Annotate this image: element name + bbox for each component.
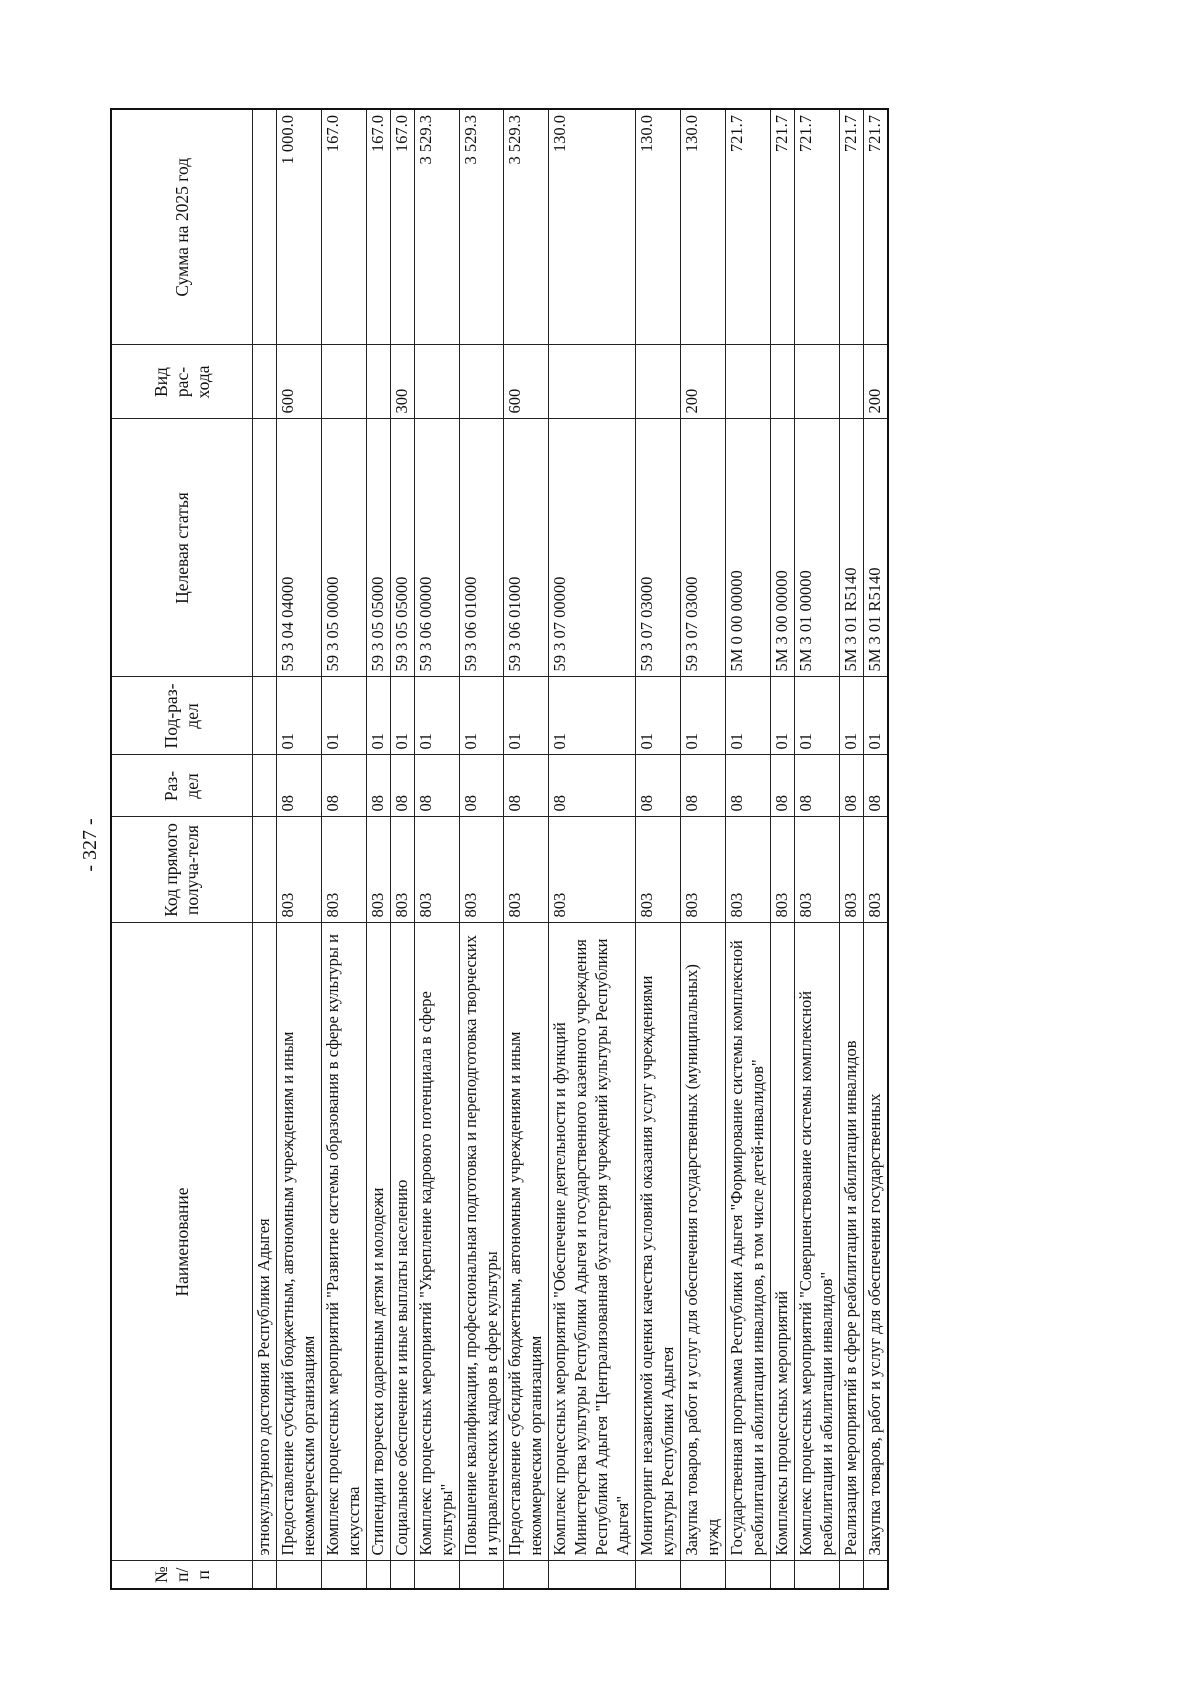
cell-no	[770, 1561, 794, 1589]
cell-podrazdel: 01	[321, 677, 366, 755]
cell-celevaya: 5М 3 00 00000	[770, 419, 794, 677]
table-row	[770, 109, 794, 1589]
cell-celevaya: 59 3 05 00000	[321, 419, 366, 677]
cell-vid	[636, 345, 681, 419]
cell-razdel: 08	[863, 755, 887, 817]
cell-code: 803	[794, 817, 839, 923]
cell-no	[794, 1561, 839, 1589]
cell-razdel: 08	[366, 755, 390, 817]
cell-razdel: 08	[549, 755, 636, 817]
cell-code: 803	[504, 817, 549, 923]
cell-razdel: 08	[636, 755, 681, 817]
cell-celevaya	[253, 419, 277, 677]
cell-sum: 3 529.3	[504, 109, 549, 345]
cell-razdel: 08	[839, 755, 863, 817]
header-code: Код прямого получа-теля	[111, 817, 253, 923]
cell-celevaya: 59 3 07 03000	[636, 419, 681, 677]
cell-podrazdel: 01	[770, 677, 794, 755]
cell-razdel: 08	[794, 755, 839, 817]
cell-celevaya: 5М 3 01 R5140	[863, 419, 887, 677]
cell-sum: 130.0	[636, 109, 681, 345]
page-number: - 327 -	[79, 818, 101, 872]
cell-razdel: 08	[726, 755, 771, 817]
cell-name: Повышение квалификации, профессиональная подготовка и переподготовка творческих и управленческих кадров в сфере культуры	[459, 923, 504, 1561]
cell-name: Государственная программа Республики Адыгея "Формирование системы комплексной реабилитации и абилитации инвалидов, в том числе детей-инвалидов"	[726, 923, 771, 1561]
cell-celevaya: 5М 3 01 R5140	[839, 419, 863, 677]
cell-vid: 600	[504, 345, 549, 419]
table-row	[276, 109, 321, 1589]
header-celevaya: Целевая статья	[111, 419, 253, 677]
cell-code: 803	[726, 817, 771, 923]
cell-celevaya: 59 3 06 01000	[504, 419, 549, 677]
cell-code: 803	[366, 817, 390, 923]
cell-name: Комплекс процессных мероприятий "Обеспечение деятельности и функций Министерства культуры Республики Адыгея и государственного казенного учреждения Республики Адыгея "Централизованная бухгалтерия учреждений культуры Республики Адыгея"	[549, 923, 636, 1561]
cell-celevaya: 59 3 07 00000	[549, 419, 636, 677]
table-body	[253, 109, 888, 1589]
cell-no	[253, 1561, 277, 1589]
cell-no	[636, 1561, 681, 1589]
cell-razdel: 08	[770, 755, 794, 817]
cell-sum: 721.7	[726, 109, 771, 345]
header-name: Наименование	[111, 923, 253, 1561]
cell-vid	[726, 345, 771, 419]
table-row	[321, 109, 366, 1589]
cell-podrazdel: 01	[390, 677, 414, 755]
header-podrazdel: Под-раз-дел	[111, 677, 253, 755]
cell-podrazdel: 01	[726, 677, 771, 755]
cell-no	[459, 1561, 504, 1589]
cell-no	[414, 1561, 459, 1589]
table-row	[636, 109, 681, 1589]
cell-vid	[839, 345, 863, 419]
cell-vid: 200	[863, 345, 887, 419]
cell-name: Мониторинг независимой оценки качества условий оказания услуг учреждениями культуры Республики Адыгея	[636, 923, 681, 1561]
cell-razdel	[253, 755, 277, 817]
cell-sum: 721.7	[770, 109, 794, 345]
cell-razdel: 08	[459, 755, 504, 817]
table-row	[504, 109, 549, 1589]
cell-name: Стипендии творчески одаренным детям и молодежи	[366, 923, 390, 1561]
cell-name: Комплексы процессных мероприятий	[770, 923, 794, 1561]
cell-razdel: 08	[276, 755, 321, 817]
cell-sum: 721.7	[794, 109, 839, 345]
cell-celevaya: 59 3 05 05000	[390, 419, 414, 677]
cell-name: Комплекс процессных мероприятий "Совершенствование системы комплексной реабилитации и абилитации инвалидов"	[794, 923, 839, 1561]
table-row	[726, 109, 771, 1589]
table-header-row	[111, 109, 253, 1589]
cell-no	[681, 1561, 726, 1589]
cell-code: 803	[321, 817, 366, 923]
cell-sum: 1 000.0	[276, 109, 321, 345]
cell-celevaya: 5М 0 00 00000	[726, 419, 771, 677]
cell-code: 803	[459, 817, 504, 923]
cell-podrazdel: 01	[681, 677, 726, 755]
cell-podrazdel: 01	[366, 677, 390, 755]
cell-celevaya: 5М 3 01 00000	[794, 419, 839, 677]
cell-no	[276, 1561, 321, 1589]
cell-celevaya: 59 3 06 01000	[459, 419, 504, 677]
cell-name: Закупка товаров, работ и услуг для обеспечения государственных (муниципальных) нужд	[681, 923, 726, 1561]
cell-no	[549, 1561, 636, 1589]
table-row	[794, 109, 839, 1589]
cell-celevaya: 59 3 06 00000	[414, 419, 459, 677]
table-row	[549, 109, 636, 1589]
cell-vid	[770, 345, 794, 419]
cell-sum: 167.0	[390, 109, 414, 345]
cell-razdel: 08	[321, 755, 366, 817]
cell-name: Предоставление субсидий бюджетным, автономным учреждениям и иным некоммерческим организациям	[504, 923, 549, 1561]
cell-no	[390, 1561, 414, 1589]
cell-vid	[321, 345, 366, 419]
cell-sum: 130.0	[549, 109, 636, 345]
cell-code: 803	[636, 817, 681, 923]
table-row	[390, 109, 414, 1589]
cell-podrazdel: 01	[459, 677, 504, 755]
cell-name: этнокультурного достояния Республики Адыгея	[253, 923, 277, 1561]
cell-code: 803	[390, 817, 414, 923]
cell-no	[863, 1561, 887, 1589]
cell-no	[839, 1561, 863, 1589]
table-row	[459, 109, 504, 1589]
table-row	[366, 109, 390, 1589]
cell-podrazdel	[253, 677, 277, 755]
cell-vid: 300	[390, 345, 414, 419]
cell-code: 803	[681, 817, 726, 923]
cell-name: Комплекс процессных мероприятий "Укрепление кадрового потенциала в сфере культуры"	[414, 923, 459, 1561]
cell-sum: 3 529.3	[459, 109, 504, 345]
cell-podrazdel: 01	[863, 677, 887, 755]
cell-vid	[549, 345, 636, 419]
cell-podrazdel: 01	[839, 677, 863, 755]
cell-no	[321, 1561, 366, 1589]
cell-podrazdel: 01	[276, 677, 321, 755]
cell-podrazdel: 01	[414, 677, 459, 755]
cell-name: Реализация мероприятий в сфере реабилитации и абилитации инвалидов	[839, 923, 863, 1561]
cell-sum: 3 529.3	[414, 109, 459, 345]
cell-sum: 721.7	[863, 109, 887, 345]
cell-podrazdel: 01	[504, 677, 549, 755]
budget-table	[110, 108, 889, 1590]
cell-vid	[414, 345, 459, 419]
cell-sum: 167.0	[366, 109, 390, 345]
table-row	[253, 109, 277, 1589]
table-row	[839, 109, 863, 1589]
cell-name: Закупка товаров, работ и услуг для обеспечения государственных	[863, 923, 887, 1561]
cell-code: 803	[863, 817, 887, 923]
rotated-page-content	[110, 110, 1070, 1590]
cell-razdel: 08	[681, 755, 726, 817]
cell-vid: 200	[681, 345, 726, 419]
header-razdel: Раз-дел	[111, 755, 253, 817]
cell-celevaya: 59 3 07 03000	[681, 419, 726, 677]
cell-name: Комплекс процессных мероприятий "Развитие системы образования в сфере культуры и искусства	[321, 923, 366, 1561]
cell-sum: 167.0	[321, 109, 366, 345]
cell-code	[253, 817, 277, 923]
cell-vid	[794, 345, 839, 419]
cell-sum: 130.0	[681, 109, 726, 345]
cell-vid	[253, 345, 277, 419]
cell-no	[366, 1561, 390, 1589]
cell-no	[726, 1561, 771, 1589]
header-vid: Вид рас-хода	[111, 345, 253, 419]
table-row	[863, 109, 887, 1589]
table-row	[681, 109, 726, 1589]
cell-razdel: 08	[414, 755, 459, 817]
cell-code: 803	[276, 817, 321, 923]
cell-name: Предоставление субсидий бюджетным, автономным учреждениям и иным некоммерческим организациям	[276, 923, 321, 1561]
header-no: № п/п	[111, 1561, 253, 1589]
cell-vid	[459, 345, 504, 419]
cell-razdel: 08	[390, 755, 414, 817]
cell-sum	[253, 109, 277, 345]
cell-code: 803	[549, 817, 636, 923]
cell-podrazdel: 01	[549, 677, 636, 755]
cell-podrazdel: 01	[636, 677, 681, 755]
cell-celevaya: 59 3 05 05000	[366, 419, 390, 677]
cell-razdel: 08	[504, 755, 549, 817]
table-row	[414, 109, 459, 1589]
cell-code: 803	[414, 817, 459, 923]
cell-no	[504, 1561, 549, 1589]
cell-celevaya: 59 3 04 04000	[276, 419, 321, 677]
header-sum: Сумма на 2025 год	[111, 109, 253, 345]
cell-code: 803	[770, 817, 794, 923]
cell-vid	[366, 345, 390, 419]
cell-podrazdel: 01	[794, 677, 839, 755]
cell-vid: 600	[276, 345, 321, 419]
cell-name: Социальное обеспечение и иные выплаты населению	[390, 923, 414, 1561]
cell-sum: 721.7	[839, 109, 863, 345]
cell-code: 803	[839, 817, 863, 923]
